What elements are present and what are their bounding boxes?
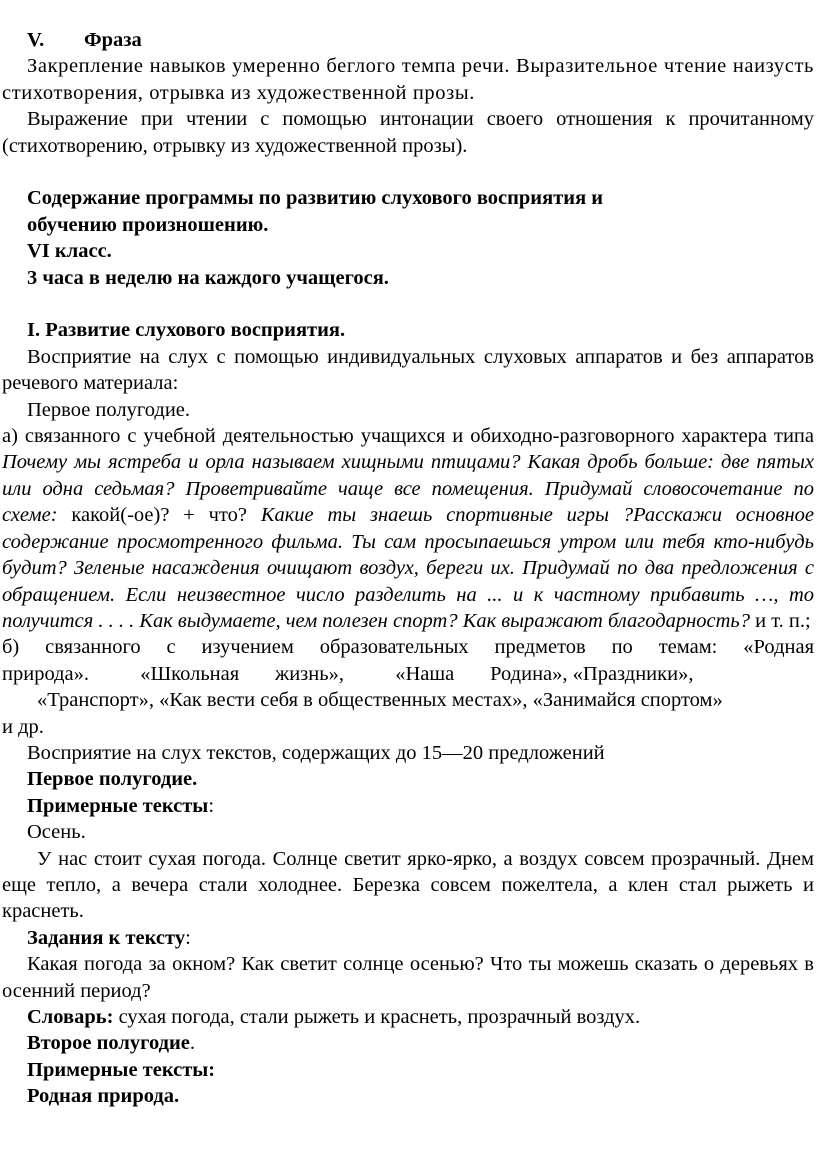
tasks-line	[2, 925, 814, 951]
item-a-suffix: и т. п.;	[755, 609, 811, 632]
section-i-half-year: Первое полугодие.	[27, 398, 191, 421]
section-v-heading	[2, 27, 814, 53]
vocabulary-line	[2, 1004, 814, 1030]
second-half-dot: .	[189, 1032, 196, 1055]
section-i-intro: Восприятие на слух с помощью индивидуальных слуховых аппаратов и без аппаратов речевого материала:	[2, 345, 814, 395]
program-grade: VI класс.	[27, 240, 112, 263]
program-title-line-1: Содержание программы по развитию слухового восприятия и	[27, 187, 604, 210]
section-v-paragraph-2: Выражение при чтении с помощью интонации своего отношения к прочитанному (стихотворению, отрывку из художественной прозы).	[2, 108, 814, 157]
item-a-paragraph	[2, 423, 814, 634]
second-half-label: Второе полугодие	[27, 1032, 190, 1055]
program-hours: 3 часа в неделю на каждого учащегося.	[27, 266, 389, 289]
vocabulary-label: Словарь:	[27, 1006, 114, 1028]
spacer	[2, 291, 814, 317]
item-a-scheme: какой(-ое)? + что?	[71, 504, 261, 527]
item-a-examples-2: Какие ты знаешь спортивные игры ?Расскажи основное содержание просмотренного фильма. Ты сам просыпаешься утром или тебя кто-нибудь будит? Зеленые насаждения очищают воздух, береги их. Придумай по два предложения с обращением. Если неизвестное число разделить на ... и к частному прибавить …, то получится . . . . Как выдумаете, чем полезен спорт? Как выражают благодарность?	[2, 504, 814, 632]
section-v-number: V.	[27, 29, 45, 51]
sample-texts-colon: :	[208, 794, 215, 817]
autumn-text: У нас стоит сухая погода. Солнце светит ярко-ярко, а воздух совсем прозрачный. Днем еще тепло, а вечера стали холоднее. Березка совсем пожелтела, а клен стал рыжеть и краснеть.	[2, 847, 814, 923]
item-a-prefix: а) связанного с учебной деятельностью учащихся и обиходно-разговорного характера типа	[2, 425, 814, 448]
item-b-line-4: и др.	[2, 715, 44, 738]
section-v-title: Фраза	[84, 29, 142, 51]
spacer	[2, 159, 814, 185]
item-b-line-3: «Транспорт», «Как вести себя в общественных местах», «Занимайся спортом»	[37, 689, 723, 712]
autumn-title: Осень.	[27, 821, 86, 844]
section-v-paragraph-1: Закрепление навыков умеренно беглого темпа речи. Выразительное чтение наизусть стихотворения, отрывка из художественной прозы.	[2, 55, 814, 104]
item-a-examples-1: Почему мы ястреба и орла называем хищными птицами? Какая дробь больше: две пятых или одна седьмая? Проветривайте чаще все помещения. Придумай словосочетание по схеме:	[2, 451, 814, 527]
tasks-text: Какая погода за окном? Как светит солнце осенью? Что ты можешь сказать о деревьях в осенний период?	[2, 953, 814, 1002]
item-b-line-1: б) связанного с изучением образовательных предметов по темам: «Родная	[2, 636, 814, 659]
program-title-line-2: обучению произношению.	[27, 213, 269, 236]
vocabulary-text: сухая погода, стали рыжеть и краснеть, прозрачный воздух.	[113, 1006, 641, 1028]
item-b-line-2: природа». «Школьная жизнь», «Наша Родина», «Праздники»,	[2, 662, 694, 685]
section-i-title: I. Развитие слухового восприятия.	[27, 319, 346, 342]
sample-texts-label: Примерные тексты	[27, 794, 209, 817]
texts-intro: Восприятие на слух текстов, содержащих до 15—20 предложений	[27, 741, 605, 764]
sample-texts-line	[2, 793, 814, 819]
second-half-line	[2, 1030, 814, 1056]
tasks-label: Задания к тексту	[27, 926, 186, 949]
native-nature-title: Родная природа.	[27, 1085, 180, 1108]
first-half-label: Первое полугодие.	[27, 768, 198, 791]
tasks-colon: :	[185, 926, 191, 949]
sample-texts-2: Примерные тексты:	[27, 1058, 216, 1081]
